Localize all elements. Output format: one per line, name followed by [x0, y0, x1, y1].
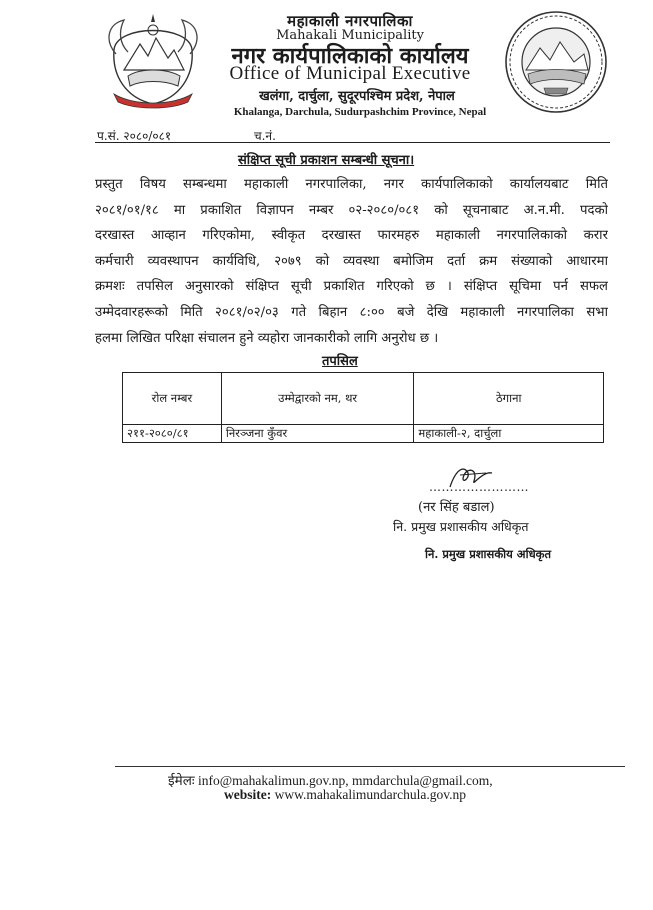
- office-name-np: नगर कार्यपालिकाको कार्यालय: [231, 43, 469, 69]
- dispatch-number: च.नं.: [254, 129, 276, 143]
- body-line: कर्मचारी व्यवस्थापन कार्यविधि, २०७९ को व्यवस्था बमोजिम दर्ता क्रम संख्याको आधारमा: [95, 253, 608, 269]
- body-line: प्रस्तुत विषय सम्बन्धमा महाकाली नगरपालिका, नगर कार्यपालिकाको कार्यालयबाट मिति: [95, 177, 608, 192]
- website-link[interactable]: www.mahakalimundarchula.gov.np: [274, 787, 466, 802]
- reference-number: प.सं. २०८०/०८१: [97, 129, 172, 143]
- email-label: ईमेलः: [168, 773, 195, 788]
- table-row: [123, 425, 604, 443]
- cell-address: महाकाली-२, दार्चुला: [414, 425, 604, 443]
- website-label: website:: [224, 787, 272, 802]
- notice-subject: संक्षिप्त सूची प्रकाशन सम्बन्धी सूचना।: [238, 153, 415, 168]
- signature-line: ……………………: [429, 480, 529, 494]
- official-stamp-text: नि. प्रमुख प्रशासकीय अधिकृत: [425, 547, 552, 561]
- address-np: खलंगा, दार्चुला, सुदूरपश्चिम प्रदेश, नेपाल: [259, 89, 455, 104]
- table-header-row: [123, 373, 604, 425]
- candidate-table: [122, 372, 604, 443]
- header-divider: [95, 142, 610, 143]
- body-line: दरखास्त आव्हान गरिएकोमा, स्वीकृत दरखास्त फारमहरु महाकाली नगरपालिकाको करार: [95, 228, 608, 244]
- cell-roll-number: २११-२०८०/८१: [123, 425, 222, 443]
- municipality-name-np: महाकाली नगरपालिका: [287, 12, 413, 30]
- address-en: Khalanga, Darchula, Sudurpashchim Province, Nepal: [233, 106, 487, 118]
- nepal-emblem-icon: [94, 10, 212, 110]
- body-line: २०८१/०१/१८ मा प्रकाशित विज्ञापन नम्बर ०२-२०८०/०८१ को सूचनाबाट अ.न.मी. पदको: [95, 202, 608, 218]
- body-line: क्रमशः तपसिल अनुसारको संक्षिप्त सूची प्रकाशित गरिएको छ । संक्षिप्त सूचिमा पर्न सफल: [95, 279, 608, 295]
- body-line: हलमा लिखित परिक्षा संचालन हुने व्यहोरा जानकारीको लागि अनुरोध छ ।: [95, 330, 439, 346]
- schedule-heading: तपसिल: [322, 354, 358, 369]
- body-line: उम्मेदवारहरूको मिति २०८१/०२/०३ गते बिहान ८:०० बजे देखि महाकाली नगरपालिका सभा: [95, 304, 608, 320]
- col-address: ठेगाना: [414, 373, 604, 425]
- municipality-name-en: Mahakali Municipality: [276, 28, 424, 43]
- email-addresses[interactable]: info@mahakalimun.gov.np, mmdarchula@gmail.com,: [197, 773, 493, 788]
- notice-body: [95, 172, 608, 351]
- footer-divider: [115, 766, 625, 767]
- signatory-name: (नर सिंह बडाल): [418, 500, 495, 515]
- col-roll-number: रोल नम्बर: [123, 373, 222, 425]
- signatory-title: नि. प्रमुख प्रशासकीय अधिकृत: [393, 519, 529, 534]
- office-name-en: Office of Municipal Executive: [229, 63, 471, 84]
- cell-candidate-name: निरञ्जना कुँवर: [221, 425, 414, 443]
- col-candidate-name: उम्मेद्वारको नम, थर: [221, 373, 414, 425]
- footer-website: [224, 787, 466, 803]
- municipality-seal-icon: [504, 10, 608, 114]
